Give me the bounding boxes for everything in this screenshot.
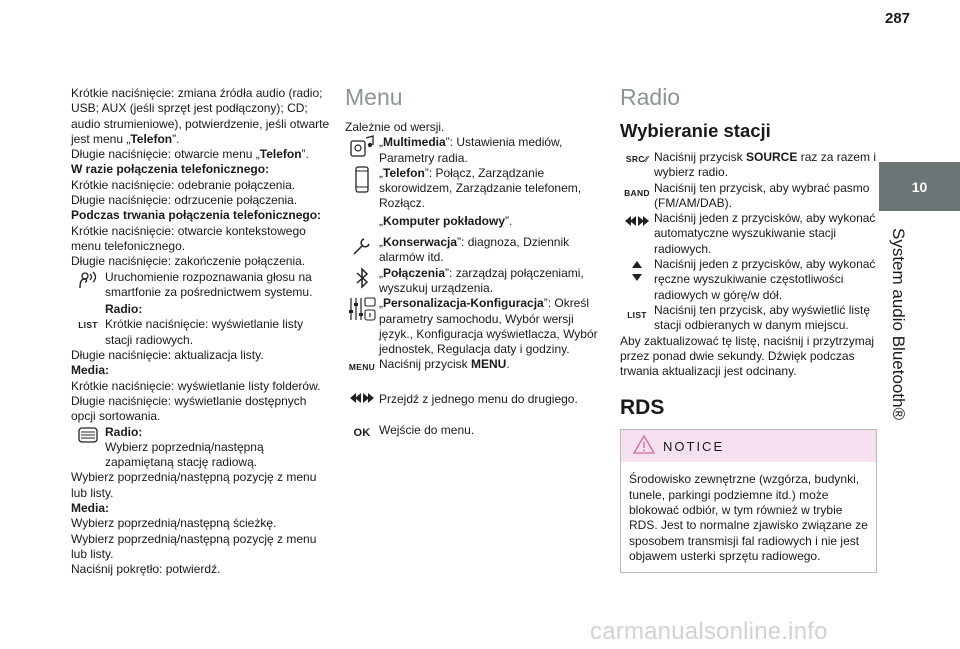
list-radio-long: Długie naciśnięcie: aktualizacja listy. [71,348,264,363]
column-menu [345,84,600,441]
up-down-arrows-icon [620,257,654,285]
wheel-press: Naciśnij pokrętło: potwierdź. [71,562,221,577]
list-station-icon: LIST [627,309,647,320]
voice-recognition-icon [71,270,105,290]
band-text: Naciśnij ten przycisk, aby wybrać pasmo (FM/AM/DAB). [654,180,870,210]
list-station-text: Naciśnij ten przycisk, aby wyświetlić listę stacji odbieranych w danym miejscu. [654,302,871,333]
chapter-title-wrapper [880,228,914,568]
chapter-title: System audio Bluetooth® [889,228,908,421]
src-text: Naciśnij przycisk SOURCE raz za razem i wybierz radio. [654,150,877,180]
telefon-text: „Telefon”: Połącz, Zarządzanie skorowidzem, Zarządzanie telefonem, Rozłącz. [379,165,582,211]
update-text: Aby zaktualizować tę listę, naciśnij i przytrzymaj przez ponad dwie sekundy. Dźwięk podczas trwania aktualizacji jest odcinany. [620,333,875,379]
warning-triangle-icon [633,434,655,458]
arrows-row [345,392,600,407]
notice-text: Środowisko zewnętrzne (wzgórza, budynki, tunele, parkingi podziemne itd.) może blokować odbiór, w tym również w trybie RDS. Jest to normalne zjawisko związane ze sposobem transmisji fal radiowych i nie jest objawem usterki sprzętu radiowego. [629,472,868,563]
menu-button-icon: MENU [348,362,376,373]
bluetooth-icon [345,266,379,290]
list-row [71,302,333,348]
src-row [620,150,878,181]
konserwacja-row [345,235,600,266]
column-steering-controls [71,86,333,578]
list-button-icon: LIST [78,320,98,331]
seek-row [620,211,878,257]
notice-box [620,429,877,573]
band-row [620,181,878,212]
during-short: Krótkie naciśnięcie: otwarcie kontekstowego menu telefonicznego. [71,223,306,253]
arrows-text: Przejdź z jednego menu do drugiego. [379,391,578,406]
call-short: Krótkie naciśnięcie: odebranie połączenia. [71,177,296,192]
wrench-icon [345,235,379,257]
list-media-long: Długie naciśnięcie: wyświetlanie dostępnych opcji sortowania. [71,393,307,424]
komputer-text: „Komputer pokładowy”. [379,213,513,228]
voice-text: Uruchomienie rozpoznawania głosu na smartfonie za pośrednictwem systemu. [105,269,313,299]
list-media-heading: Media: [71,363,110,378]
ok-row [345,423,600,441]
band-button-icon: BAND [624,187,650,198]
menu-button-row [345,357,600,375]
menu-button-text: Naciśnij przycisk MENU. [379,357,510,372]
notice-label: NOTICE [663,438,725,454]
wheel-radio-1: Wybierz poprzednią/następną zapamiętaną stację radiową. [105,439,264,470]
wheel-media-2: Wybierz poprzednią/następną pozycję z menu lub listy. [71,531,317,561]
list-radio-heading: Radio: [105,302,143,317]
voice-row [71,270,333,301]
wheel-radio-2: Wybierz poprzednią/następną pozycję z menu lub listy. [71,470,317,500]
konserwacja-text: „Konserwacja”: diagnoza, Dziennik alarmów itd. [379,235,570,265]
seek-text: Naciśnij jeden z przycisków, aby wykonać automatyczne wyszukiwanie stacji radiowych. [654,211,876,256]
left-right-arrows-icon [345,392,379,404]
notice-header [621,430,876,462]
rds-heading: RDS [620,396,665,420]
during-long: Długie naciśnięcie: zakończenie połączenia. [71,254,306,269]
seek-arrows-icon [620,211,654,227]
call-long: Długie naciśnięcie: odrzucenie połączenia. [71,193,298,208]
telefon-row [345,166,600,212]
call-heading: W razie połączenia telefonicznego: [71,162,270,177]
source-long-press: Długie naciśnięcie: otwarcie menu „Telefon”. [71,147,309,162]
radio-heading: Radio [620,84,681,110]
wheel-media-1: Wybierz poprzednią/następną ścieżkę. [71,516,277,531]
manual-row [620,257,878,303]
column-radio [620,84,878,573]
wheel-row [71,425,333,471]
wheel-radio-heading: Radio: [105,424,143,439]
menu-intro: Zależnie od wersji. [345,120,445,134]
polaczenia-text: „Połączenia”: zarządzaj połączeniami, wyszukuj urządzenia. [379,265,584,295]
thumbwheel-icon [71,425,105,445]
list-station-row [620,303,878,334]
station-select-heading: Wybieranie stacji [620,120,771,141]
personal-text: „Personalizacja-Konfiguracja”: Określ parametry samochodu, Wybór wersji język., Konfiguracja wyświetlacza, Wybór jednostek, Regulacja daty i godziny. [379,296,598,357]
manual-text: Naciśnij jeden z przycisków, aby wykonać ręczne wyszukiwanie częstotliwości radiowych w górę/w dół. [654,257,876,302]
komputer-row [345,214,600,229]
polaczenia-row [345,266,600,297]
personal-row [345,296,600,357]
ok-text: Wejście do menu. [379,423,475,438]
list-radio-short: Krótkie naciśnięcie: wyświetlanie listy stacji radiowych. [105,317,304,347]
page-number: 287 [885,10,911,27]
multimedia-icon [345,135,379,159]
list-media-short: Krótkie naciśnięcie: wyświetlanie listy folderów. [71,378,321,393]
chapter-tab[interactable]: 10 [879,162,960,211]
during-heading: Podczas trwania połączenia telefonicznego: [71,208,322,223]
watermark: carmanualsonline.info [590,618,828,645]
multimedia-row [345,135,600,166]
menu-heading: Menu [345,84,403,110]
ok-button-icon: OK [353,427,371,440]
wheel-media-heading: Media: [71,501,110,516]
source-short-press: Krótkie naciśnięcie: zmiana źródła audio (radio; USB; AUX (jeśli sprzęt jest podłączony); CD; audio strumieniowe), potwierdzenie, jeśli otwarte jest menu „Telefon”. [71,86,330,146]
phone-icon [345,166,379,194]
settings-icon [345,296,379,322]
src-button-icon: SRC ⁄⁄ [625,154,649,164]
multimedia-text: „Multimedia”: Ustawienia mediów, Parametry radia. [379,135,563,165]
